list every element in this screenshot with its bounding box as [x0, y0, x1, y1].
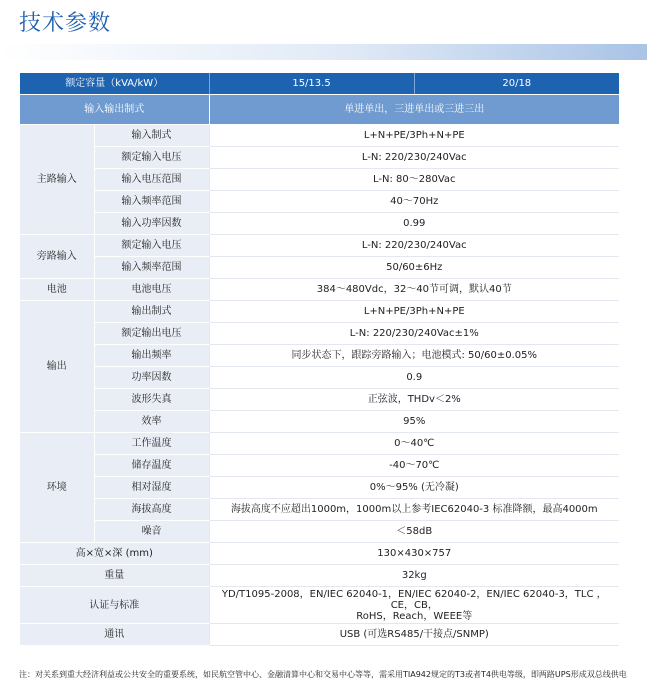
group-label-battery: 电池: [20, 279, 94, 301]
row-value: -40～70℃: [209, 455, 619, 477]
dimensions-label: 高×宽×深 (mm): [20, 543, 209, 565]
group-label-output: 输出: [20, 301, 94, 433]
row-label: 功率因数: [94, 367, 209, 389]
dimensions-value: 130×430×757: [209, 543, 619, 565]
row-value: 384～480Vdc，32～40节可调，默认40节: [209, 279, 619, 301]
table-row: [20, 389, 619, 411]
footnote: 注：对关系到重大经济利益或公共安全的重要系统，如民航空管中心、金融清算中心和交易中心等等，需采用TIA942规定的T3或者T4供电等级，即两路UPS形成双总线供电: [19, 670, 627, 679]
row-value: ＜58dB: [209, 521, 619, 543]
row-value: 0.99: [209, 213, 619, 235]
row-value: L-N: 220/230/240Vac: [209, 235, 619, 257]
row-value: 0%～95% (无冷凝): [209, 477, 619, 499]
table-row: [20, 213, 619, 235]
weight-value: 32kg: [209, 565, 619, 587]
row-label: 输入制式: [94, 125, 209, 147]
certification-line-2: RoHS，Reach，WEEE等: [356, 610, 473, 622]
weight-label: 重量: [20, 565, 209, 587]
row-label: 额定输入电压: [94, 147, 209, 169]
table-row: [20, 367, 619, 389]
row-label: 相对湿度: [94, 477, 209, 499]
group-label-main-input: 主路输入: [20, 125, 94, 235]
certification-line-1: YD/T1095-2008，EN/IEC 62040-1，EN/IEC 62040-2，EN/IEC 62040-3，TLC ，CE，CB，: [221, 588, 607, 611]
row-value: L+N+PE/3Ph+N+PE: [209, 125, 619, 147]
communication-label: 通讯: [20, 624, 209, 646]
row-value: 95%: [209, 411, 619, 433]
row-label: 输入频率范围: [94, 257, 209, 279]
row-value: 0.9: [209, 367, 619, 389]
model-b: 20/18: [414, 73, 619, 95]
row-label: 输入功率因数: [94, 213, 209, 235]
title-band: [0, 44, 647, 60]
row-label: 海拔高度: [94, 499, 209, 521]
io-mode-row: [20, 95, 619, 125]
row-label: 电池电压: [94, 279, 209, 301]
table-row: [20, 345, 619, 367]
certification-value: [209, 587, 619, 624]
table-row: [20, 191, 619, 213]
table-row: [20, 433, 619, 455]
row-value: 正弦波，THDv＜2%: [209, 389, 619, 411]
io-mode-label: 输入输出制式: [20, 95, 209, 125]
table-row: [20, 279, 619, 301]
row-label: 输出频率: [94, 345, 209, 367]
row-label: 工作温度: [94, 433, 209, 455]
table-row: [20, 565, 619, 587]
row-label: 输入频率范围: [94, 191, 209, 213]
table-row: [20, 587, 619, 624]
row-label: 额定输入电压: [94, 235, 209, 257]
table-row: [20, 125, 619, 147]
row-value: 海拔高度不应超出1000m，1000m以上参考IEC62040-3 标准降额，最高4000m: [209, 499, 619, 521]
table-row: [20, 521, 619, 543]
table-row: [20, 147, 619, 169]
io-mode-value: 单进单出，三进单出或三进三出: [209, 95, 619, 125]
communication-value: USB (可选RS485/干接点/SNMP): [209, 624, 619, 646]
table-row: [20, 169, 619, 191]
table-row: [20, 543, 619, 565]
table-row: [20, 301, 619, 323]
row-label: 效率: [94, 411, 209, 433]
table-row: [20, 477, 619, 499]
row-label: 波形失真: [94, 389, 209, 411]
table-row: [20, 411, 619, 433]
row-value: L+N+PE/3Ph+N+PE: [209, 301, 619, 323]
table-row: [20, 499, 619, 521]
row-value: 同步状态下，跟踪旁路输入；电池模式: 50/60±0.05%: [209, 345, 619, 367]
group-label-environment: 环境: [20, 433, 94, 543]
group-label-bypass-input: 旁路输入: [20, 235, 94, 279]
table-row: [20, 323, 619, 345]
row-label: 额定输出电压: [94, 323, 209, 345]
model-a: 15/13.5: [209, 73, 414, 95]
capacity-label: 额定容量（kVA/kW）: [20, 73, 209, 95]
row-value: 0～40℃: [209, 433, 619, 455]
spec-table: [20, 73, 619, 646]
row-label: 输入电压范围: [94, 169, 209, 191]
row-label: 输出制式: [94, 301, 209, 323]
table-row: [20, 257, 619, 279]
page-title: 技术参数: [19, 11, 112, 36]
row-value: L-N: 220/230/240Vac±1%: [209, 323, 619, 345]
row-value: L-N: 220/230/240Vac: [209, 147, 619, 169]
row-value: 50/60±6Hz: [209, 257, 619, 279]
row-label: 噪音: [94, 521, 209, 543]
row-value: L-N: 80～280Vac: [209, 169, 619, 191]
row-label: 储存温度: [94, 455, 209, 477]
header-row: [20, 73, 619, 95]
table-row: [20, 235, 619, 257]
row-value: 40～70Hz: [209, 191, 619, 213]
certification-label: 认证与标准: [20, 587, 209, 624]
table-row: [20, 455, 619, 477]
table-row: [20, 624, 619, 646]
